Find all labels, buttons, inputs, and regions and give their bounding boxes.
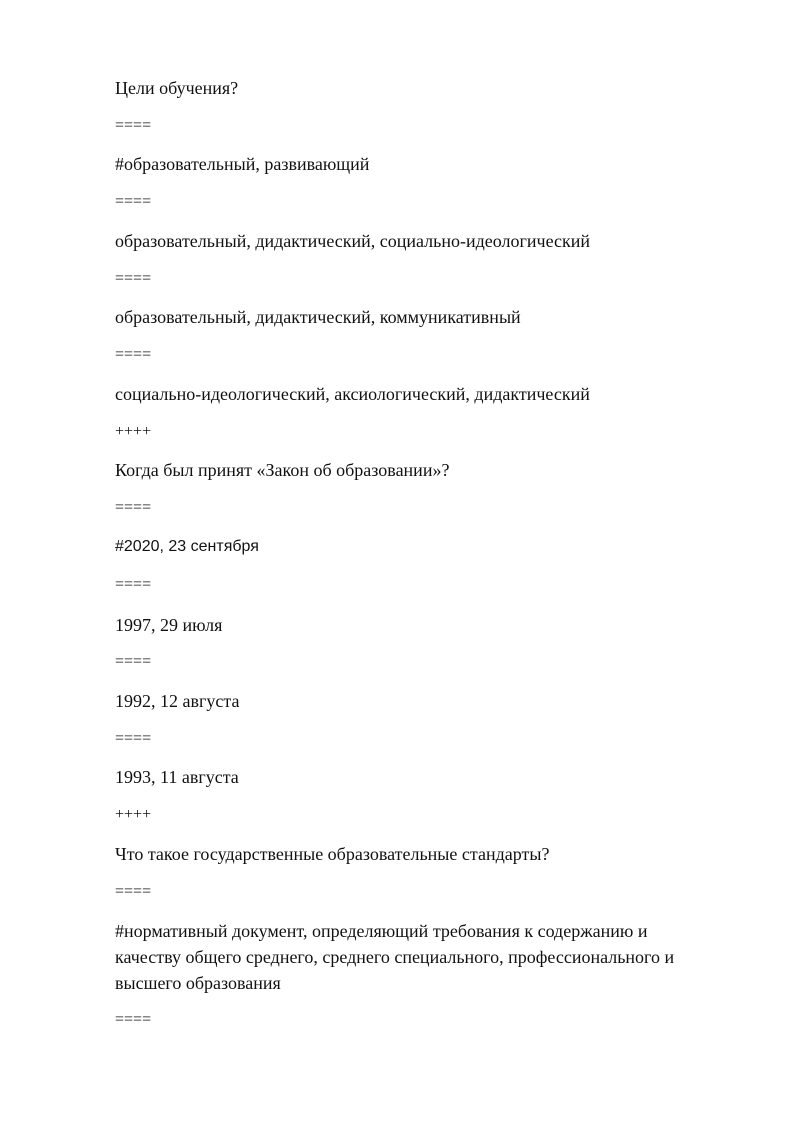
answer-option: образовательный, дидактический, социально-идеологический	[115, 231, 591, 251]
answer-option: #2020, 23 сентября	[115, 538, 259, 555]
separator: ====	[115, 1011, 152, 1028]
answer-option: #нормативный документ, определяющий требования к содержанию и качеству общего среднего, среднего специального, профессионального и высшего образования	[115, 921, 675, 993]
separator: ====	[115, 883, 152, 900]
separator: ====	[115, 117, 152, 134]
answer-option: 1992, 12 августа	[115, 691, 240, 711]
answer-option: образовательный, дидактический, коммуникативный	[115, 307, 521, 327]
separator: ====	[115, 653, 152, 670]
separator: ====	[115, 730, 152, 747]
question-divider: ++++	[115, 806, 152, 823]
question-text: Что такое государственные образовательные стандарты?	[115, 844, 550, 864]
separator: ====	[115, 346, 152, 363]
question-text: Когда был принят «Закон об образовании»?	[115, 460, 450, 480]
question-text: Цели обучения?	[115, 78, 239, 98]
separator: ====	[115, 576, 152, 593]
answer-option: 1993, 11 августа	[115, 767, 239, 787]
question-divider: ++++	[115, 423, 152, 440]
separator: ====	[115, 270, 152, 287]
answer-option: социально-идеологический, аксиологический, дидактический	[115, 384, 590, 404]
answer-option: 1997, 29 июля	[115, 615, 223, 635]
separator: ====	[115, 499, 152, 516]
answer-option: #образовательный, развивающий	[115, 154, 370, 174]
separator: ====	[115, 193, 152, 210]
